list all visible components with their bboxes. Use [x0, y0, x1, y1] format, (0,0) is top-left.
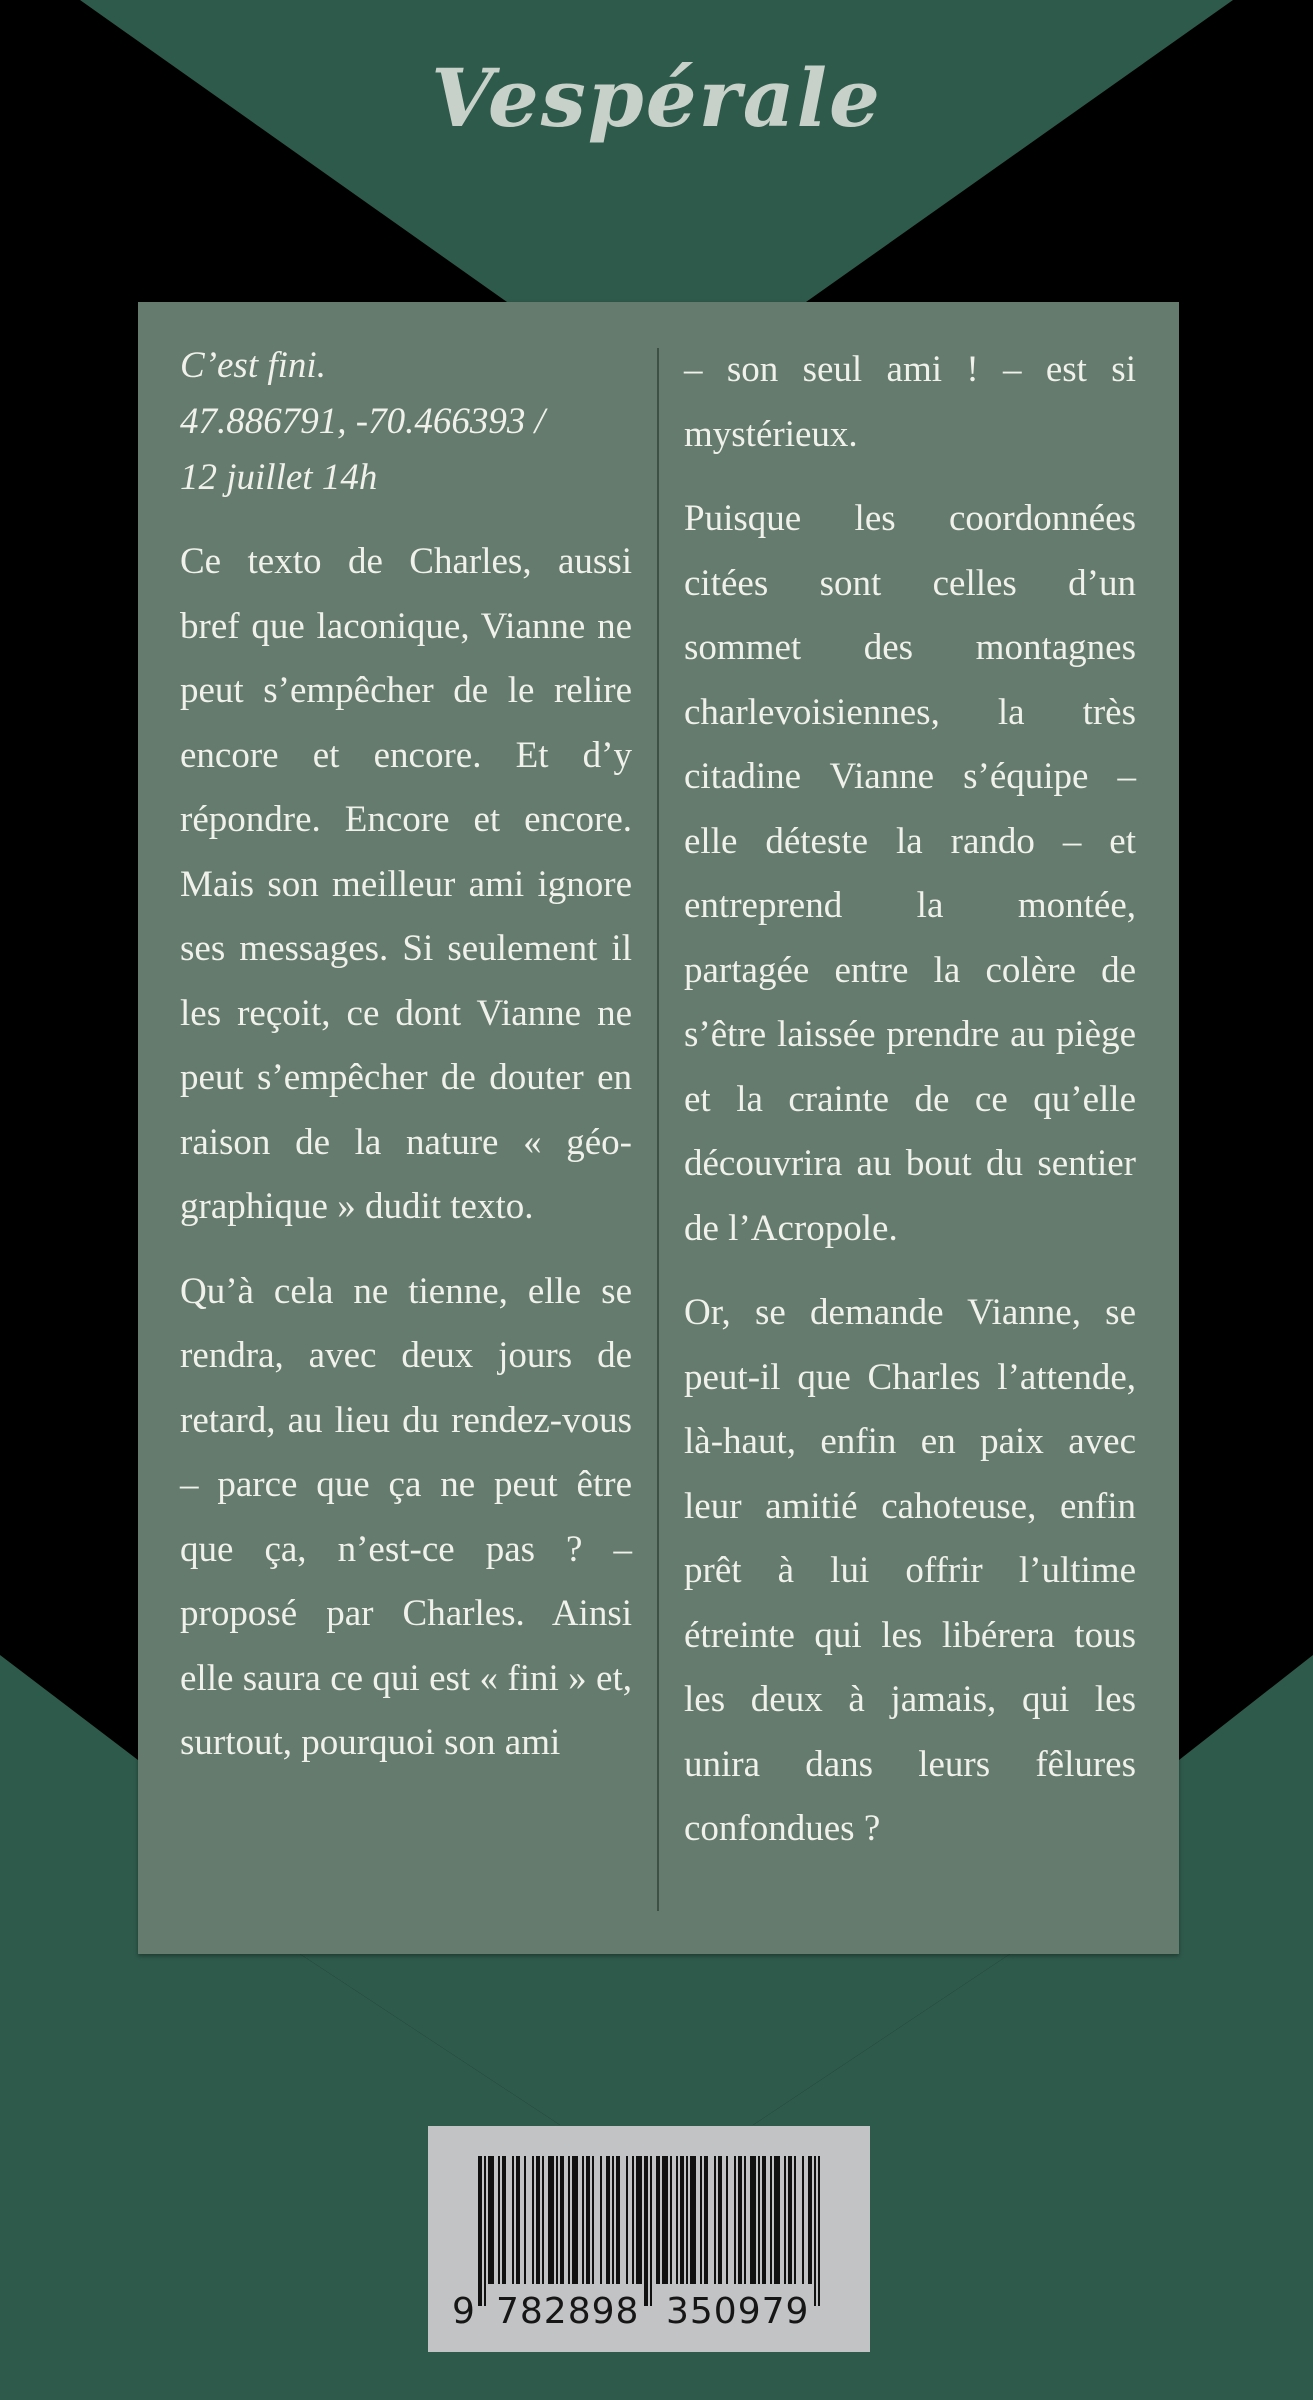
- barcode-bar: [536, 2156, 540, 2284]
- isbn-group-2: 350979: [666, 2291, 810, 2332]
- barcode-bar: [734, 2156, 736, 2284]
- barcode-bar: [802, 2156, 804, 2284]
- barcode-bar: [758, 2156, 760, 2284]
- barcode-bar: [606, 2156, 610, 2284]
- barcode-bar: [488, 2156, 494, 2284]
- barcode-bar: [818, 2156, 820, 2306]
- barcode-bar: [704, 2156, 708, 2284]
- barcode-bar: [686, 2156, 688, 2284]
- separator-slash: /: [534, 401, 545, 442]
- barcode-bar: [586, 2156, 590, 2284]
- barcode-bar: [738, 2156, 742, 2284]
- isbn-lead-digit: 9: [452, 2291, 476, 2332]
- left-column: [180, 338, 632, 1796]
- barcode-bar: [750, 2156, 756, 2284]
- barcode-bar: [498, 2156, 500, 2284]
- quote-line-1: C’est fini.: [180, 345, 326, 386]
- barcode-bar: [532, 2156, 534, 2284]
- barcode-bar: [676, 2156, 678, 2284]
- barcode-bar: [670, 2156, 672, 2284]
- barcode-bar: [616, 2156, 620, 2284]
- quote-coordinates: [180, 394, 632, 450]
- barcode-bar: [744, 2156, 746, 2284]
- longitude: -70.466393: [355, 401, 526, 442]
- barcode-bar: [542, 2156, 544, 2284]
- barcode-bar: [784, 2156, 786, 2284]
- barcode-bar: [700, 2156, 702, 2284]
- barcode-bar: [484, 2156, 486, 2306]
- barcode-bar: [478, 2156, 482, 2306]
- barcode-bar: [512, 2156, 514, 2284]
- barcode-bar: [718, 2156, 722, 2284]
- barcode-bar: [680, 2156, 684, 2284]
- barcode-bar: [572, 2156, 578, 2284]
- barcode-bar: [626, 2156, 628, 2284]
- barcode-bar: [548, 2156, 554, 2284]
- isbn-barcode: [428, 2126, 870, 2352]
- paragraph-2-start: Qu’à cela ne tienne, elle se rendra, avec deux jours de retard, au lieu du rendez-vous – parce que ça ne peut être que ça, n’est-ce pas ? – proposé par Charles. Ainsi elle saura ce qui est « fini » et, surtout, pourquoi son ami: [180, 1270, 632, 1763]
- barcode-bar: [726, 2156, 728, 2284]
- barcode-bar: [524, 2156, 526, 2284]
- paragraph-1: Ce texto de Charles, aussi bref que laconique, Vianne ne peut s’empêcher de le relire encore et encore. Et d’y répondre. Encore et encore. Mais son meilleur ami ignore ses messages. Si seulement il les reçoit, ce dont Vianne ne peut s’empêcher de douter en raison de la nature « géographique » dudit texto.: [180, 541, 632, 1227]
- barcode-bar: [568, 2156, 570, 2284]
- column-divider: [657, 348, 659, 1911]
- right-column: [684, 338, 1136, 1882]
- barcode-bar: [762, 2156, 766, 2284]
- barcode-bar: [644, 2156, 648, 2306]
- quote-date: 12 juillet 14h: [180, 457, 378, 498]
- sms-quote: [180, 338, 632, 506]
- synopsis-panel: [138, 302, 1179, 1954]
- barcode-bar: [582, 2156, 584, 2284]
- barcode-bar: [814, 2156, 816, 2306]
- barcode-bar: [636, 2156, 642, 2284]
- barcode-bar: [662, 2156, 668, 2284]
- barcode-bar: [770, 2156, 772, 2284]
- barcode-bar: [592, 2156, 594, 2284]
- paragraph-3: Puisque les coordonnées citées sont celles d’un sommet des montagnes charlevoisiennes, la très citadine Vianne s’équipe – elle déteste la rando – et entreprend la montée, partagée entre la colère de s’être laissée prendre au piège et la crainte de ce qu’elle découvrira au bout du sentier de l’Acropole.: [684, 498, 1136, 1249]
- barcode-bar: [788, 2156, 792, 2284]
- barcode-bars: [478, 2156, 820, 2306]
- paragraph-4: Or, se demande Vianne, se peut-il que Charles l’attende, là-haut, enfin en paix avec leur amitié cahoteuse, enfin prêt à lui offrir l’ultime étreinte qui les libérera tous les deux à jamais, qui les unira dans leurs fêlures confondues ?: [684, 1292, 1136, 1849]
- barcode-bar: [808, 2156, 812, 2284]
- barcode-bar: [774, 2156, 780, 2284]
- barcode-bar: [714, 2156, 716, 2284]
- barcode-bar: [560, 2156, 564, 2284]
- paragraph-2-end: – son seul ami ! – est si mystérieux.: [684, 349, 1136, 455]
- barcode-bar: [556, 2156, 558, 2284]
- barcode-bar: [794, 2156, 796, 2284]
- latitude: 47.886791,: [180, 401, 347, 442]
- barcode-bar: [632, 2156, 634, 2284]
- barcode-bar: [612, 2156, 614, 2284]
- barcode-bar: [690, 2156, 696, 2284]
- barcode-bar: [600, 2156, 602, 2284]
- barcode-bar: [502, 2156, 506, 2284]
- barcode-bar: [650, 2156, 652, 2306]
- barcode-bar: [656, 2156, 660, 2284]
- book-title: Vespérale: [431, 51, 882, 145]
- isbn-group-1: 782898: [496, 2291, 640, 2332]
- barcode-bar: [516, 2156, 520, 2284]
